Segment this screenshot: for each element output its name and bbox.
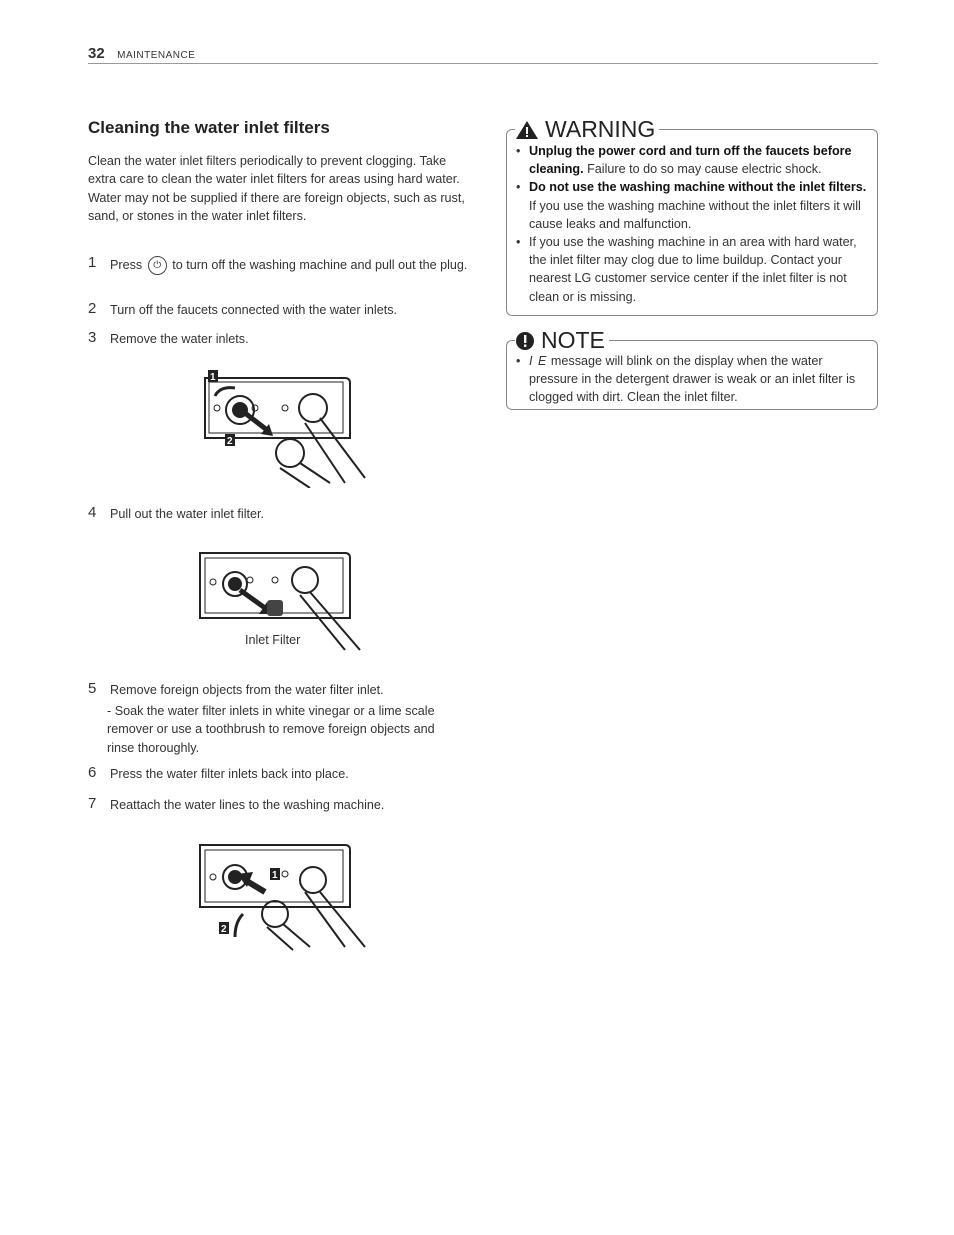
info-icon [515, 331, 535, 351]
step-7 [88, 797, 468, 813]
warning-title: WARNING [545, 116, 656, 142]
page-title: Cleaning the water inlet filters [88, 118, 330, 137]
warning-heading [515, 116, 659, 143]
marker-2: 2 [221, 924, 227, 935]
note-title: NOTE [541, 327, 605, 353]
warning-item: • Do not use the washing machine without the inlet filters. If you use the washing machine without the inlet filters it will cause leaks and malfunction. [509, 178, 869, 233]
warning-box [506, 116, 878, 316]
step-text: Turn off the faucets connected with the water inlets. [110, 303, 398, 317]
page-header [88, 45, 878, 64]
step-6 [88, 766, 468, 782]
step-number: 2 [88, 300, 97, 317]
inlet-filter-caption: Inlet Filter [245, 633, 301, 647]
step-number: 3 [88, 329, 97, 346]
page-number: 32 [88, 45, 105, 62]
step-text: Reattach the water lines to the washing machine. [110, 798, 385, 812]
power-icon: ⏻ [148, 256, 167, 275]
error-code: I E [529, 354, 548, 368]
step-text: Press [110, 257, 143, 272]
step-text: Press the water filter inlets back into place. [110, 767, 349, 781]
warning-icon [515, 120, 539, 140]
step-2 [88, 302, 468, 318]
remove-inlets-figure [195, 368, 375, 488]
step-5-sub: - Soak the water filter inlets in white vinegar or a lime scale remover or use a toothbrush to remove foreign objects and rinse thoroughly. [107, 704, 435, 755]
marker-2: 2 [227, 436, 233, 447]
step-number: 1 [88, 254, 97, 271]
step-text: to turn off the washing machine and pull out the plug. [172, 257, 468, 272]
step-5 [88, 682, 468, 698]
note-heading [515, 327, 609, 354]
warning-item: • Unplug the power cord and turn off the faucets before cleaning. Failure to do so may cause electric shock. [509, 142, 869, 178]
intro-paragraph: Clean the water inlet filters periodically to prevent clogging. Take extra care to clean the water inlet filters for areas using hard water. Water may not be supplied if there are foreign objects, such as rust, sand, or stones in the water inlet filters. [88, 154, 465, 224]
step-number: 5 [88, 680, 97, 697]
note-item: • I E message will blink on the display when the water pressure in the detergent drawer is weak or an inlet filter is clogged with dirt. Clean the inlet filter. [509, 352, 869, 407]
reattach-figure [195, 842, 375, 952]
step-3 [88, 331, 468, 347]
marker-1: 1 [210, 372, 216, 383]
note-box [506, 327, 878, 410]
step-text: Pull out the water inlet filter. [110, 507, 265, 521]
marker-1: 1 [272, 870, 278, 881]
step-number: 4 [88, 504, 97, 521]
step-4 [88, 506, 468, 522]
step-text: Remove the water inlets. [110, 332, 249, 346]
warning-item: • If you use the washing machine in an area with hard water, the inlet filter may clog due to lime buildup. Contact your nearest LG customer service center if the inlet filter is not clean or is missing. [509, 233, 869, 306]
step-number: 7 [88, 795, 97, 812]
step-number: 6 [88, 764, 97, 781]
step-1 [88, 256, 468, 275]
section-label: MAINTENANCE [117, 50, 196, 61]
step-text: Remove foreign objects from the water filter inlet. [110, 683, 384, 697]
